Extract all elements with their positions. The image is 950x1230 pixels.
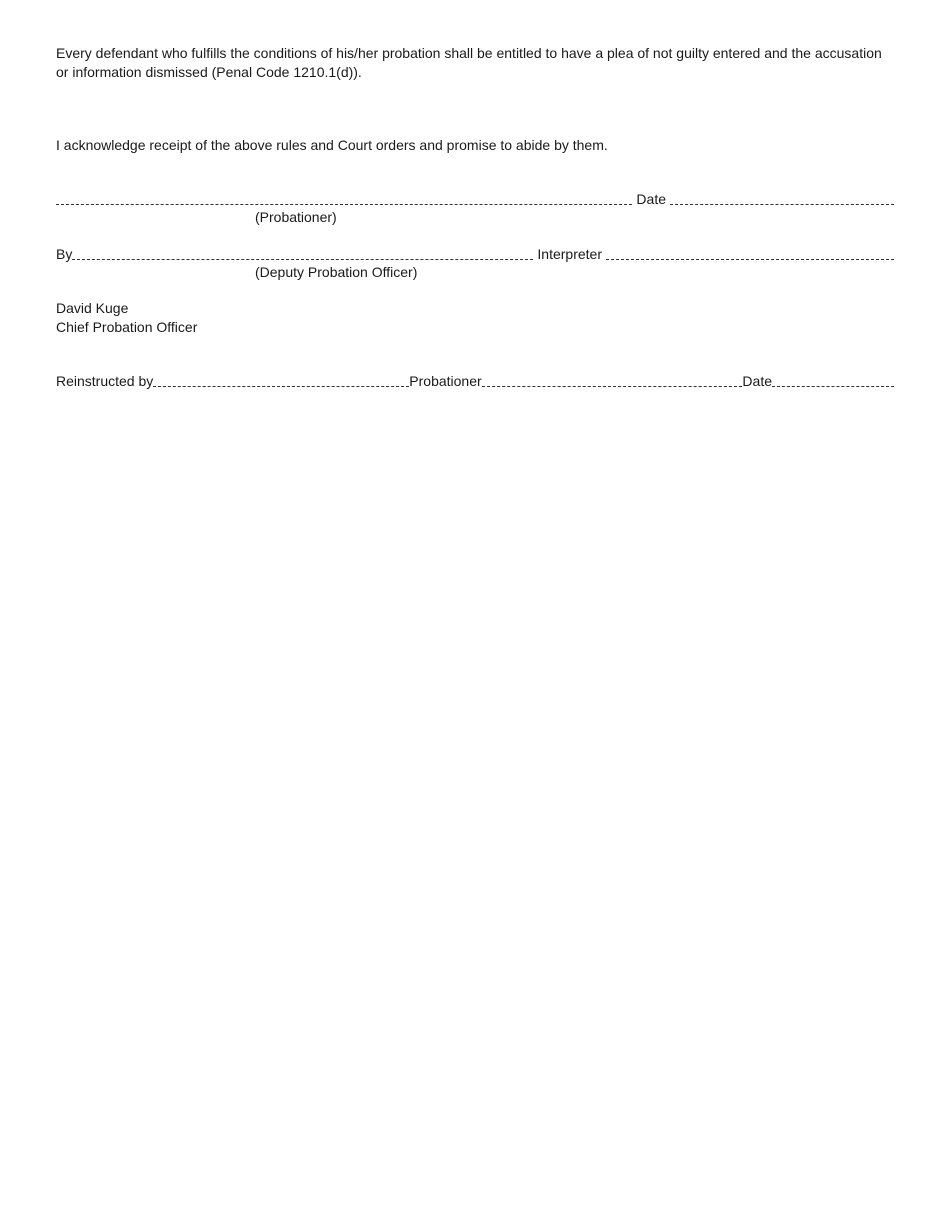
date-label: Date [636,191,666,207]
reinstruction-date-label: Date [742,373,772,389]
officer-caption: (Deputy Probation Officer) [255,264,418,280]
dismissal-paragraph: Every defendant who fulfills the conditions of his/her probation shall be entitled to have a plea of not guilty entered and the accusation or information dismissed (Penal Code 1210.1(d)). [56,45,882,80]
chief-title: Chief Probation Officer [56,319,198,335]
reinstruction-probationer-line[interactable] [482,386,743,387]
probationer-caption: (Probationer) [255,209,337,225]
reinstructed-by-line[interactable] [153,386,409,387]
probationer-signature-line[interactable] [56,204,632,205]
interpreter-signature-line[interactable] [606,259,894,260]
reinstruction-probationer-label: Probationer [409,373,482,389]
officer-signature-row [56,245,894,264]
by-label: By [56,246,73,262]
officer-signature-line[interactable] [72,259,533,260]
acknowledgement-statement: I acknowledge receipt of the above rules and Court orders and promise to abide by them. [56,137,608,153]
reinstruction-date-line[interactable] [772,386,894,387]
interpreter-label: Interpreter [537,246,602,262]
document-page [56,44,894,389]
reinstructed-by-label: Reinstructed by [56,373,154,389]
probationer-signature-row [56,190,894,209]
reinstruction-row [56,372,894,391]
chief-name: David Kuge [56,300,129,316]
date-signature-line[interactable] [670,204,894,205]
